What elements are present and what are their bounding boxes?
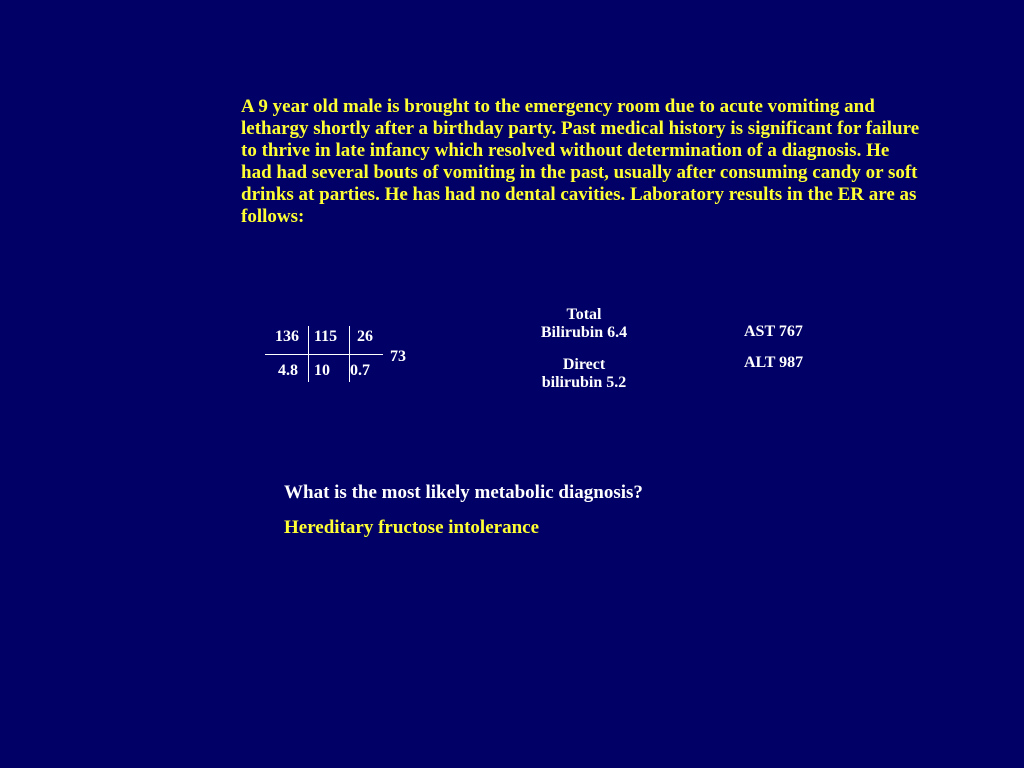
case-description: A 9 year old male is brought to the emergency room due to acute vomiting and lethargy shortly after a birthday party. Past medical history is significant for failure to thrive in late infancy which resolved without determination of a diagnosis. He had had several bouts of vomiting in the past, usually after consuming candy or soft drinks at parties. He has had no dental cavities. Laboratory results in the ER are as follows:: [241, 96, 920, 227]
direct-bilirubin-line1: Direct: [562, 356, 606, 373]
potassium-value: 4.8: [278, 362, 298, 379]
bicarbonate-value: 10: [314, 362, 330, 379]
total-bilirubin-line2: Bilirubin 6.4: [540, 324, 628, 341]
total-bilirubin-line1: Total: [566, 306, 602, 323]
bun-value: 26: [357, 328, 373, 345]
sodium-value: 136: [275, 328, 299, 345]
direct-bilirubin-line2: bilirubin 5.2: [541, 374, 627, 391]
fishbone-divider-right: [349, 326, 350, 382]
alt-value: ALT 987: [744, 354, 804, 371]
fishbone-divider-left: [308, 326, 309, 382]
glucose-value: 73: [390, 348, 406, 365]
question-prompt: What is the most likely metabolic diagnosis?: [284, 482, 643, 503]
ast-value: AST 767: [744, 323, 803, 340]
question-answer: Hereditary fructose intolerance: [284, 517, 540, 538]
fishbone-horizontal-line: [265, 354, 383, 355]
chloride-value: 115: [314, 328, 338, 345]
creatinine-value: 0.7: [350, 362, 370, 379]
total-bilirubin-label: [514, 306, 654, 342]
direct-bilirubin-label: [514, 356, 654, 392]
